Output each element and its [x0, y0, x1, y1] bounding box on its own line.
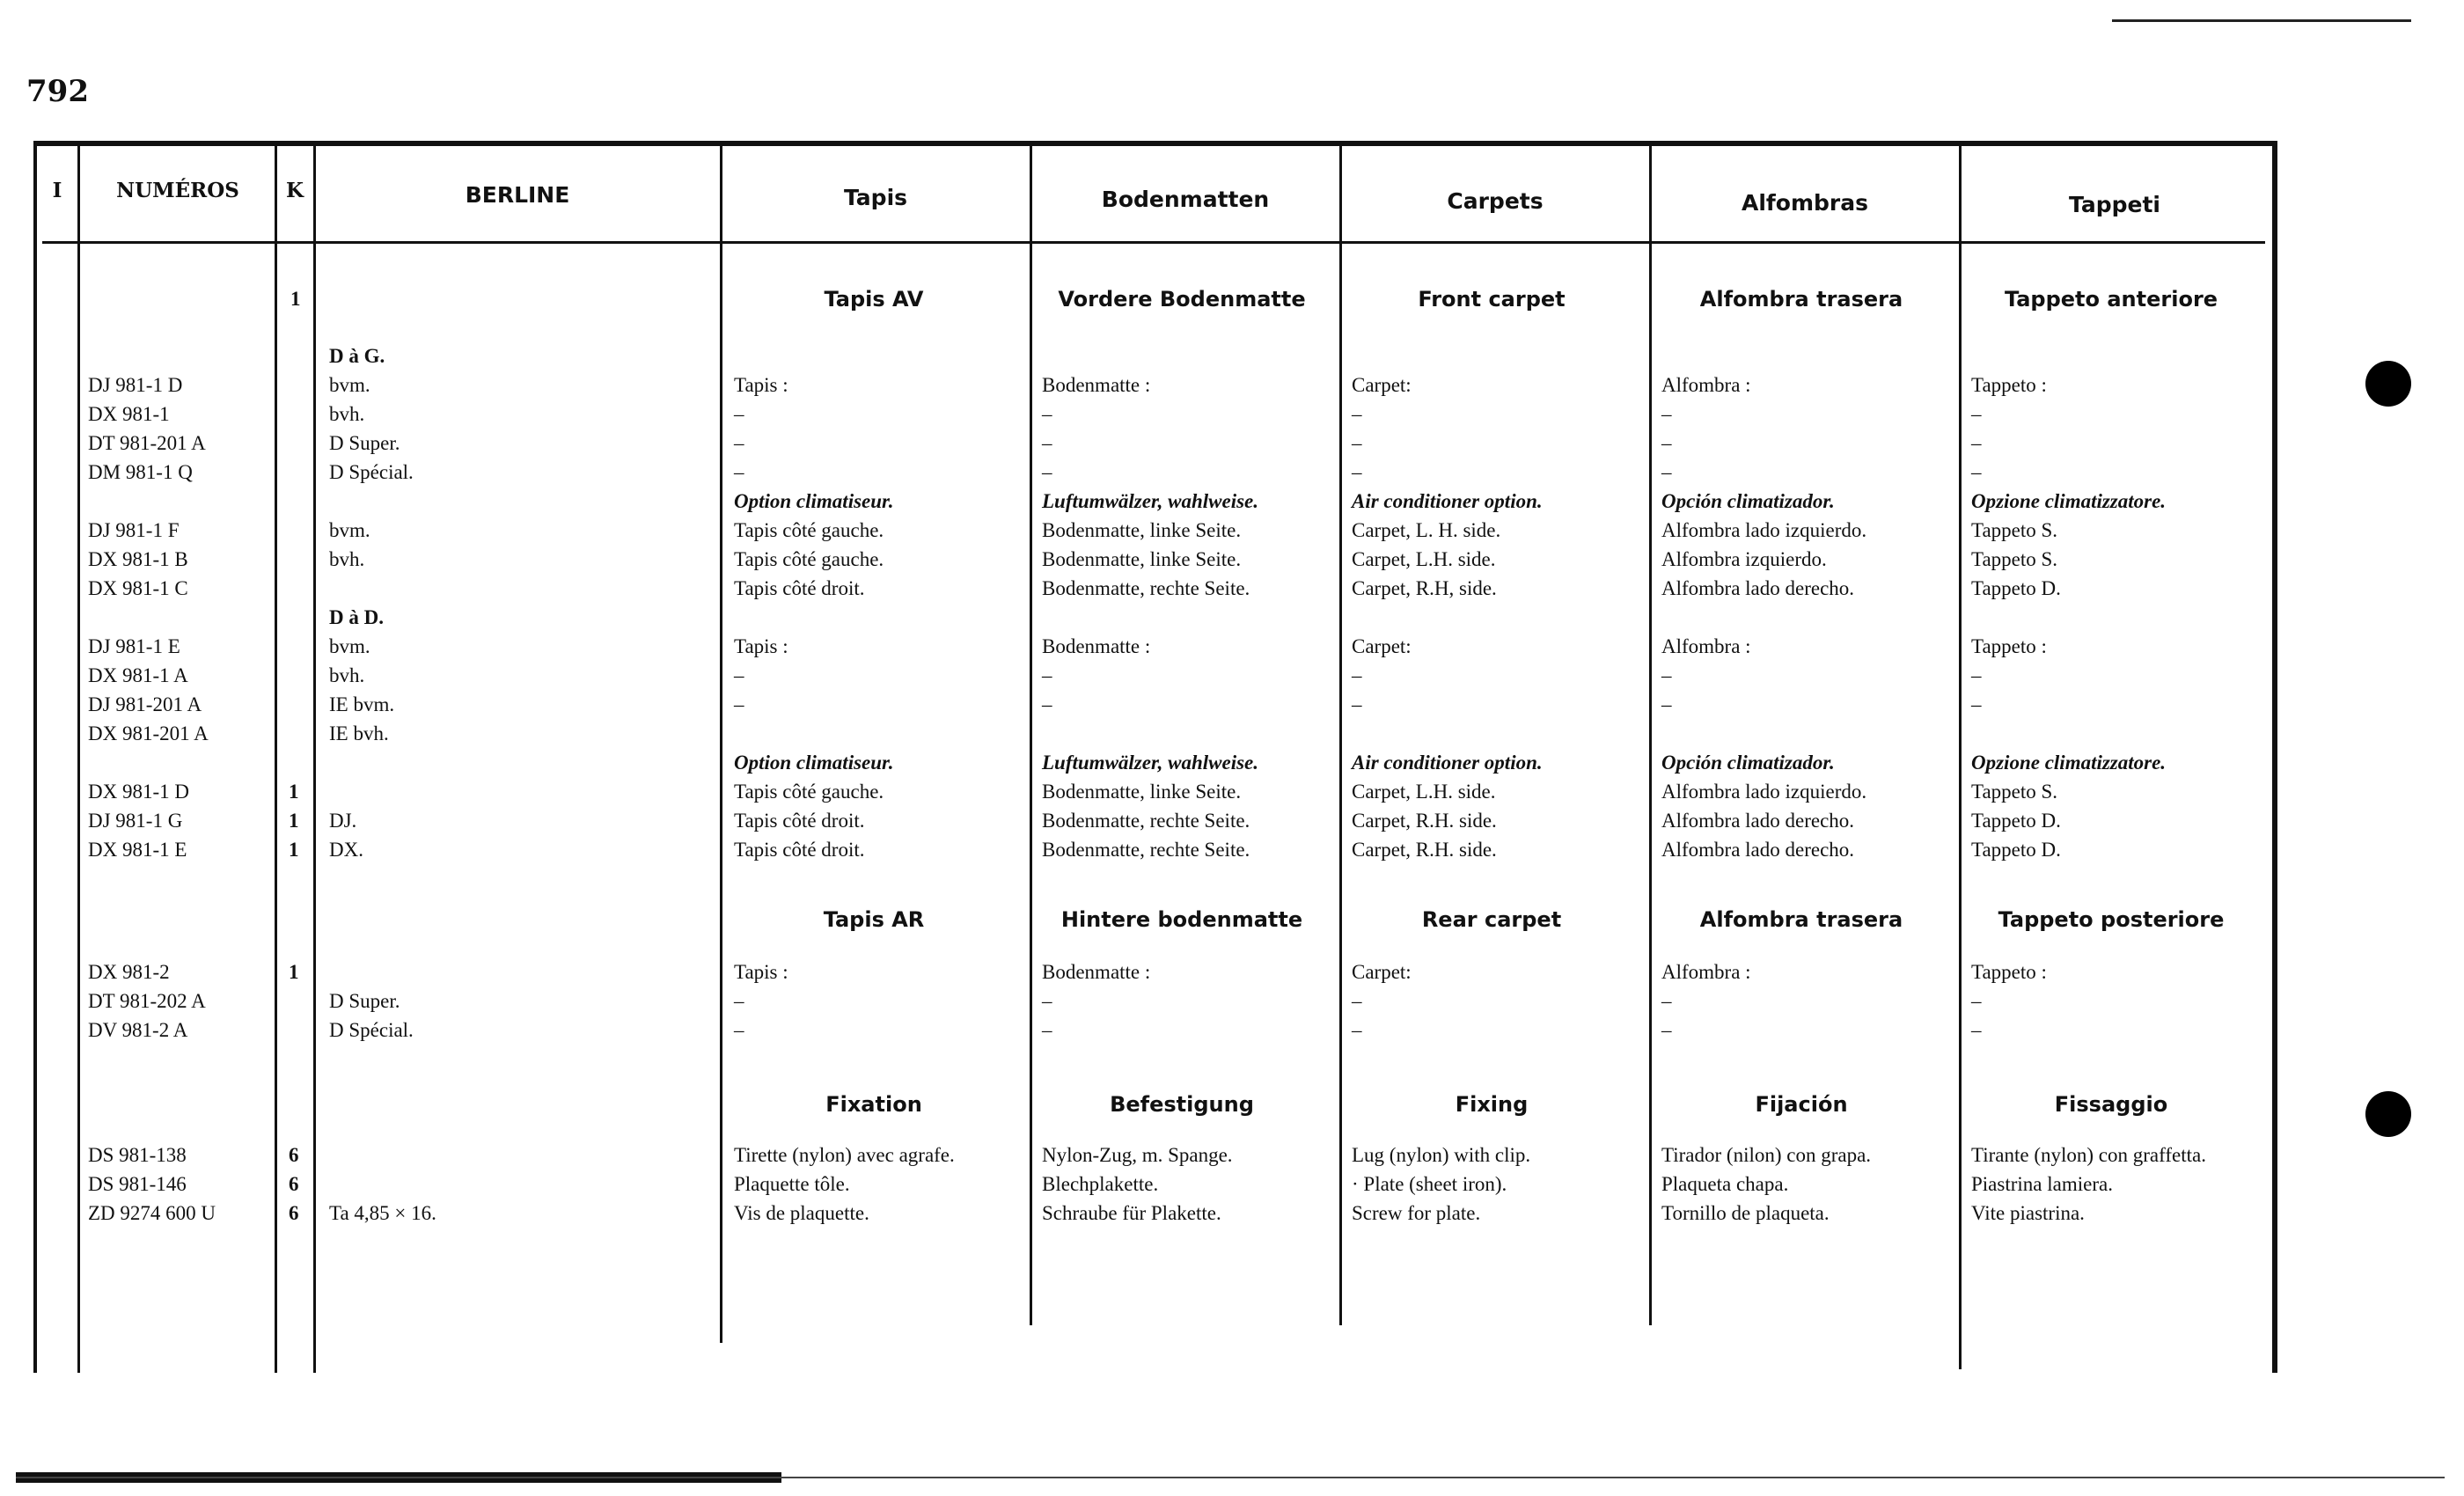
berline-variant: DX.: [329, 839, 363, 861]
part-number: DJ 981-1 G: [88, 810, 183, 832]
part-number: DJ 981-1 D: [88, 374, 183, 396]
designation-en: Carpet, R.H. side.: [1352, 810, 1497, 832]
part-number: ZD 9274 600 U: [88, 1202, 216, 1224]
berline-variant: bvm.: [329, 635, 370, 657]
header-rule: [42, 241, 2265, 244]
berline-variant: D à G.: [329, 345, 385, 367]
section-title-fr: Tapis AV: [824, 287, 924, 312]
designation-es: Opción climatizador.: [1661, 752, 1835, 774]
berline-variant: D Super.: [329, 432, 400, 454]
part-number: DX 981-1 B: [88, 548, 188, 570]
binder-hole-lower: [2365, 1091, 2411, 1137]
col-divider-alfombras: [1959, 146, 1962, 1369]
designation-fr: Tapis :: [734, 961, 788, 983]
designation-fr: –: [734, 664, 744, 686]
page-number: 792: [26, 74, 89, 109]
designation-es: –: [1661, 664, 1672, 686]
header-lang-es: Alfombras: [1742, 190, 1868, 216]
col-divider-k: [313, 146, 316, 1373]
designation-en: –: [1352, 693, 1362, 715]
designation-it: Opzione climatizzatore.: [1971, 490, 2167, 512]
designation-es: Tirador (nilon) con grapa.: [1661, 1144, 1872, 1166]
designation-it: Tappeto D.: [1971, 577, 2061, 599]
designation-es: Alfombra :: [1661, 961, 1751, 983]
designation-fr: Option climatiseur.: [734, 490, 894, 512]
designation-en: · Plate (sheet iron).: [1352, 1173, 1507, 1195]
designation-de: Luftumwälzer, wahlweise.: [1042, 490, 1259, 512]
designation-it: Tirante (nylon) con graffetta.: [1971, 1144, 2206, 1166]
quantity-k: 1: [289, 810, 299, 832]
designation-fr: –: [734, 693, 744, 715]
designation-fr: Tapis côté gauche.: [734, 781, 884, 803]
designation-es: Alfombra :: [1661, 374, 1751, 396]
designation-de: Luftumwälzer, wahlweise.: [1042, 752, 1259, 774]
section-title-de: Vordere Bodenmatte: [1058, 287, 1306, 312]
header-lang-it: Tappeti: [2069, 192, 2160, 217]
top-rule: [2112, 19, 2411, 22]
designation-en: Carpet:: [1352, 961, 1412, 983]
table-frame-left: [33, 141, 37, 1373]
designation-fr: –: [734, 1019, 744, 1041]
designation-de: –: [1042, 432, 1052, 454]
col-divider-carpets: [1649, 146, 1652, 1325]
designation-it: Tappeto D.: [1971, 810, 2061, 832]
designation-de: Bodenmatte :: [1042, 374, 1151, 396]
designation-fr: Option climatiseur.: [734, 752, 894, 774]
header-numeros: NUMÉROS: [116, 179, 239, 202]
designation-de: Bodenmatte :: [1042, 635, 1151, 657]
section-title-es: Alfombra trasera: [1699, 287, 1903, 312]
designation-fr: Tapis côté droit.: [734, 839, 865, 861]
header-i: I: [52, 179, 62, 202]
designation-es: –: [1661, 403, 1672, 425]
part-number: DJ 981-201 A: [88, 693, 202, 715]
section-title-it: Tappeto anteriore: [2004, 287, 2218, 312]
designation-es: –: [1661, 1019, 1672, 1041]
part-number: DJ 981-1 F: [88, 519, 180, 541]
designation-de: Bodenmatte, rechte Seite.: [1042, 810, 1250, 832]
designation-it: –: [1971, 990, 1982, 1012]
designation-it: –: [1971, 1019, 1982, 1041]
berline-variant: D Super.: [329, 990, 400, 1012]
designation-en: –: [1352, 1019, 1362, 1041]
designation-fr: –: [734, 432, 744, 454]
designation-es: Alfombra lado derecho.: [1661, 810, 1855, 832]
designation-fr: Tapis côté droit.: [734, 810, 865, 832]
designation-es: Alfombra lado izquierdo.: [1661, 519, 1867, 541]
designation-es: Tornillo de plaqueta.: [1661, 1202, 1830, 1224]
part-number: DX 981-1 D: [88, 781, 189, 803]
designation-es: Alfombra lado derecho.: [1661, 839, 1855, 861]
section-title-es: Alfombra trasera: [1699, 907, 1903, 932]
berline-variant: D Spécial.: [329, 1019, 414, 1041]
designation-it: Tappeto S.: [1971, 548, 2058, 570]
section-title-de: Hintere bodenmatte: [1060, 907, 1303, 932]
designation-de: Bodenmatte, linke Seite.: [1042, 548, 1242, 570]
table-frame-top: [33, 141, 2276, 146]
designation-es: Plaqueta chapa.: [1661, 1173, 1789, 1195]
quantity-k: 6: [289, 1173, 299, 1195]
designation-en: Carpet:: [1352, 635, 1412, 657]
designation-fr: –: [734, 990, 744, 1012]
section-title-es: Fijación: [1755, 1092, 1848, 1117]
designation-it: Piastrina lamiera.: [1971, 1173, 2113, 1195]
section-title-fr: Fixation: [825, 1092, 922, 1117]
section-title-en: Rear carpet: [1421, 907, 1562, 932]
header-lang-en: Carpets: [1447, 188, 1544, 214]
designation-fr: Tapis côté droit.: [734, 577, 865, 599]
designation-fr: Tapis côté gauche.: [734, 519, 884, 541]
part-number: DX 981-201 A: [88, 722, 209, 744]
part-number: DX 981-1 C: [88, 577, 188, 599]
part-number: DJ 981-1 E: [88, 635, 180, 657]
designation-it: Tappeto :: [1971, 635, 2047, 657]
part-number: DT 981-202 A: [88, 990, 206, 1012]
designation-fr: Tirette (nylon) avec agrafe.: [734, 1144, 955, 1166]
col-divider-i: [77, 146, 80, 1373]
col-divider-tapis: [1030, 146, 1032, 1325]
bottom-rule: [16, 1477, 2445, 1478]
designation-it: Tappeto S.: [1971, 519, 2058, 541]
section-k-marker: 1: [290, 288, 301, 310]
designation-en: Screw for plate.: [1352, 1202, 1481, 1224]
designation-fr: Tapis côté gauche.: [734, 548, 884, 570]
designation-it: –: [1971, 664, 1982, 686]
designation-de: –: [1042, 990, 1052, 1012]
designation-es: Opción climatizador.: [1661, 490, 1835, 512]
berline-variant: D à D.: [329, 606, 384, 628]
part-number: DX 981-1: [88, 403, 170, 425]
designation-de: Nylon-Zug, m. Spange.: [1042, 1144, 1233, 1166]
designation-fr: –: [734, 461, 744, 483]
designation-it: Vite piastrina.: [1971, 1202, 2085, 1224]
designation-de: Schraube für Plakette.: [1042, 1202, 1221, 1224]
berline-variant: IE bvm.: [329, 693, 395, 715]
designation-en: Carpet, L.H. side.: [1352, 548, 1496, 570]
part-number: DM 981-1 Q: [88, 461, 193, 483]
part-number: DV 981-2 A: [88, 1019, 188, 1041]
section-title-en: Fixing: [1455, 1092, 1529, 1117]
quantity-k: 1: [289, 961, 299, 983]
part-number: DS 981-138: [88, 1144, 187, 1166]
berline-variant: bvm.: [329, 374, 370, 396]
designation-it: Tappeto :: [1971, 961, 2047, 983]
designation-es: –: [1661, 432, 1672, 454]
designation-de: Bodenmatte, linke Seite.: [1042, 519, 1242, 541]
col-divider-bodenmatten: [1339, 146, 1342, 1325]
part-number: DS 981-146: [88, 1173, 187, 1195]
designation-es: –: [1661, 461, 1672, 483]
designation-de: Blechplakette.: [1042, 1173, 1159, 1195]
designation-en: Carpet:: [1352, 374, 1412, 396]
designation-fr: Vis de plaquette.: [734, 1202, 869, 1224]
part-number: DX 981-1 A: [88, 664, 188, 686]
quantity-k: 1: [289, 781, 299, 803]
designation-en: Carpet, R.H, side.: [1352, 577, 1497, 599]
designation-de: Bodenmatte, linke Seite.: [1042, 781, 1242, 803]
quantity-k: 6: [289, 1144, 299, 1166]
col-divider-berline: [720, 146, 722, 1343]
header-lang-fr: Tapis: [843, 185, 908, 210]
designation-fr: –: [734, 403, 744, 425]
designation-en: –: [1352, 461, 1362, 483]
designation-it: –: [1971, 461, 1982, 483]
designation-es: Alfombra izquierdo.: [1661, 548, 1827, 570]
designation-en: Lug (nylon) with clip.: [1352, 1144, 1531, 1166]
designation-it: Opzione climatizzatore.: [1971, 752, 2167, 774]
col-divider-numeros: [275, 146, 277, 1373]
designation-de: –: [1042, 664, 1052, 686]
designation-de: –: [1042, 1019, 1052, 1041]
designation-fr: Tapis :: [734, 635, 788, 657]
header-berline: BERLINE: [465, 182, 570, 208]
part-number: DT 981-201 A: [88, 432, 206, 454]
designation-en: Carpet, L. H. side.: [1352, 519, 1501, 541]
part-number: DX 981-2: [88, 961, 170, 983]
section-title-en: Front carpet: [1418, 287, 1566, 312]
designation-fr: Tapis :: [734, 374, 788, 396]
designation-de: –: [1042, 461, 1052, 483]
designation-es: –: [1661, 990, 1672, 1012]
designation-it: –: [1971, 403, 1982, 425]
designation-it: Tappeto :: [1971, 374, 2047, 396]
designation-de: Bodenmatte :: [1042, 961, 1151, 983]
section-title-fr: Tapis AR: [823, 907, 925, 932]
section-title-it: Tappeto posteriore: [1998, 907, 2225, 932]
designation-en: –: [1352, 990, 1362, 1012]
quantity-k: 6: [289, 1202, 299, 1224]
designation-it: –: [1971, 432, 1982, 454]
berline-variant: IE bvh.: [329, 722, 389, 744]
berline-variant: bvh.: [329, 403, 365, 425]
designation-it: Tappeto S.: [1971, 781, 2058, 803]
designation-es: Alfombra lado derecho.: [1661, 577, 1855, 599]
section-title-it: Fissaggio: [2054, 1092, 2168, 1117]
designation-it: –: [1971, 693, 1982, 715]
designation-en: –: [1352, 403, 1362, 425]
designation-en: –: [1352, 432, 1362, 454]
designation-en: Air conditioner option.: [1352, 490, 1543, 512]
designation-de: –: [1042, 693, 1052, 715]
designation-de: Bodenmatte, rechte Seite.: [1042, 577, 1250, 599]
table-frame-right: [2272, 141, 2277, 1373]
header-lang-de: Bodenmatten: [1101, 187, 1270, 212]
designation-es: Alfombra lado izquierdo.: [1661, 781, 1867, 803]
berline-variant: D Spécial.: [329, 461, 414, 483]
binder-hole-upper: [2365, 361, 2411, 407]
designation-es: Alfombra :: [1661, 635, 1751, 657]
designation-de: Bodenmatte, rechte Seite.: [1042, 839, 1250, 861]
designation-de: –: [1042, 403, 1052, 425]
designation-en: Carpet, R.H. side.: [1352, 839, 1497, 861]
designation-it: Tappeto D.: [1971, 839, 2061, 861]
designation-fr: Plaquette tôle.: [734, 1173, 850, 1195]
berline-variant: Ta 4,85 × 16.: [329, 1202, 436, 1224]
berline-variant: bvh.: [329, 548, 365, 570]
section-title-de: Befestigung: [1110, 1092, 1254, 1117]
header-k: K: [286, 179, 304, 202]
berline-variant: bvm.: [329, 519, 370, 541]
berline-variant: DJ.: [329, 810, 357, 832]
designation-en: Carpet, L.H. side.: [1352, 781, 1496, 803]
designation-es: –: [1661, 693, 1672, 715]
berline-variant: bvh.: [329, 664, 365, 686]
part-number: DX 981-1 E: [88, 839, 187, 861]
quantity-k: 1: [289, 839, 299, 861]
designation-en: –: [1352, 664, 1362, 686]
designation-en: Air conditioner option.: [1352, 752, 1543, 774]
